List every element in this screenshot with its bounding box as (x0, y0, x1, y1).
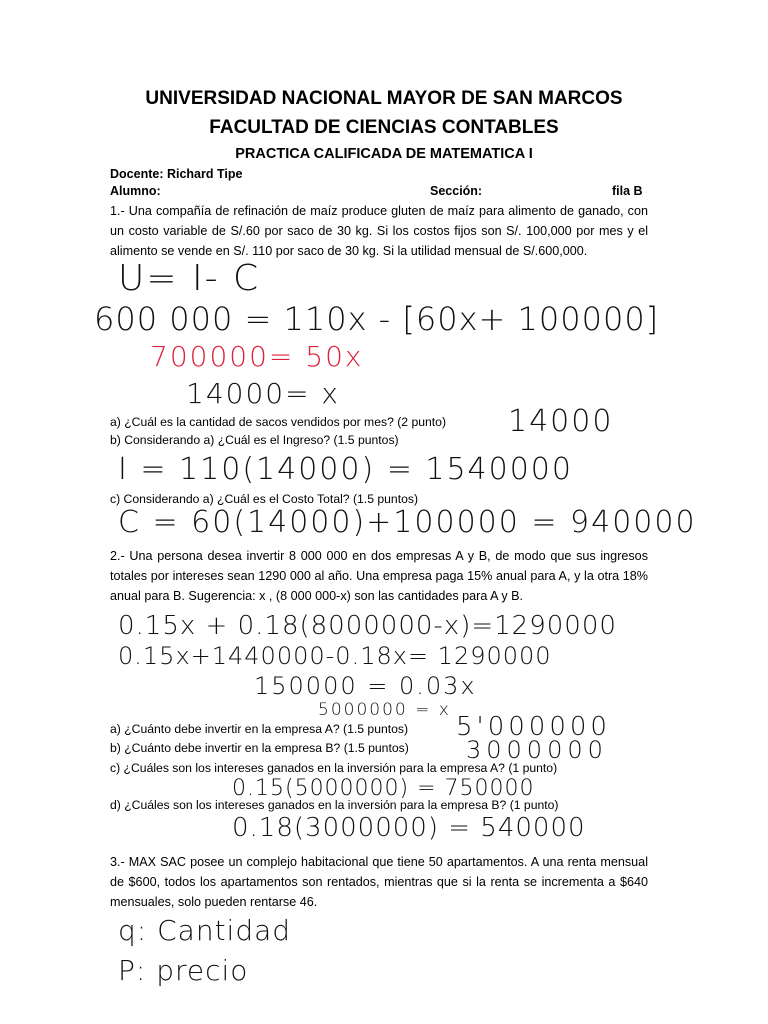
problem-2-question-d: d) ¿Cuáles son los intereses ganados en la inversión para la empresa B? (1 punto) (110, 798, 559, 812)
problem-3-statement: 3.- MAX SAC posee un complejo habitacional que tiene 50 apartamentos. A una renta mensual de $600, todos los apartamentos son rentados, mientras que si la renta se incrementa a $640 mensuales, solo pueden rentarse 46. (110, 855, 648, 909)
problem-2-question-c: c) ¿Cuáles son los intereses ganados en la inversión para la empresa A? (1 punto) (110, 761, 558, 775)
exam-title: PRACTICA CALIFICADA DE MATEMATICA I (235, 146, 533, 162)
teacher-label: Docente: Richard Tipe (110, 167, 243, 181)
faculty-title: FACULTAD DE CIENCIAS CONTABLES (209, 117, 559, 138)
hw-eq1-line3: 14000= x (186, 377, 341, 410)
problem-1-question-b: b) Considerando a) ¿Cuál es el Ingreso? (1.5 puntos) (110, 433, 399, 447)
hw-eq2-line3: 150000 = 0.03x (254, 672, 477, 700)
hw-answer-2c: 0.15(5000000) = 750000 (232, 776, 535, 801)
section-label: Sección: (430, 184, 483, 198)
problem-1-question-a: a) ¿Cuál es la cantidad de sacos vendidos por mes? (2 punto) (110, 415, 447, 429)
problem-1-question-c: c) Considerando a) ¿Cuál es el Costo Total? (1.5 puntos) (110, 492, 419, 506)
problem-2-statement: 2.- Una persona desea invertir 8 000 000 en dos empresas A y B, de modo que sus ingresos totales por intereses sean 1290 000 al año. Una empresa paga 15% anual para A, y la otra 18% anual para B. Sugerencia: x , (8 000 000-x) son las cantidades para A y B. (110, 549, 648, 603)
hw-answer-1c: C = 60(14000)+100000 = 940000 (118, 505, 697, 540)
hw-eq2-line1: 0.15x + 0.18(8000000-x)=1290000 (118, 611, 617, 641)
hw-eq1-line2: 700000= 50x (150, 340, 364, 373)
hw-answer-2d: 0.18(3000000) = 540000 (232, 813, 586, 843)
hw-answer-2a: 5'000000 (456, 712, 611, 742)
hw-eq1-line1: 600 000 = 110x - [60x+ 100000] (94, 300, 660, 338)
hw-answer-2b: 3000000 (466, 736, 608, 764)
hw-utility-formula: U= I- C (118, 258, 261, 299)
row-label: fila B (612, 184, 643, 198)
hw-eq2-line4: 5000000 = x (318, 700, 451, 720)
problem-2-question-a: a) ¿Cuánto debe invertir en la empresa A? (1.5 puntos) (110, 722, 409, 736)
hw-answer-1b: I = 110(14000) = 1540000 (118, 452, 573, 487)
hw-eq2-line2: 0.15x+1440000-0.18x= 1290000 (118, 642, 552, 670)
hw-variable-q: q: Cantidad (118, 914, 292, 947)
hw-variable-p: P: precio (118, 954, 249, 987)
university-title: UNIVERSIDAD NACIONAL MAYOR DE SAN MARCOS (145, 88, 623, 109)
hw-answer-1a: 14000 (508, 404, 614, 439)
problem-2-question-b: b) ¿Cuánto debe invertir en la empresa B? (1.5 puntos) (110, 741, 409, 755)
problem-1-statement: 1.- Una compañía de refinación de maíz produce gluten de maíz para alimento de ganado, con un costo variable de S/.60 por saco de 30 kg. Si los costos fijos son S/. 100,000 por mes y el alimento se vende en S/. 110 por saco de 30 kg. Si la utilidad mensual de S/.600,000. (110, 204, 648, 258)
student-label: Alumno: (110, 184, 161, 198)
